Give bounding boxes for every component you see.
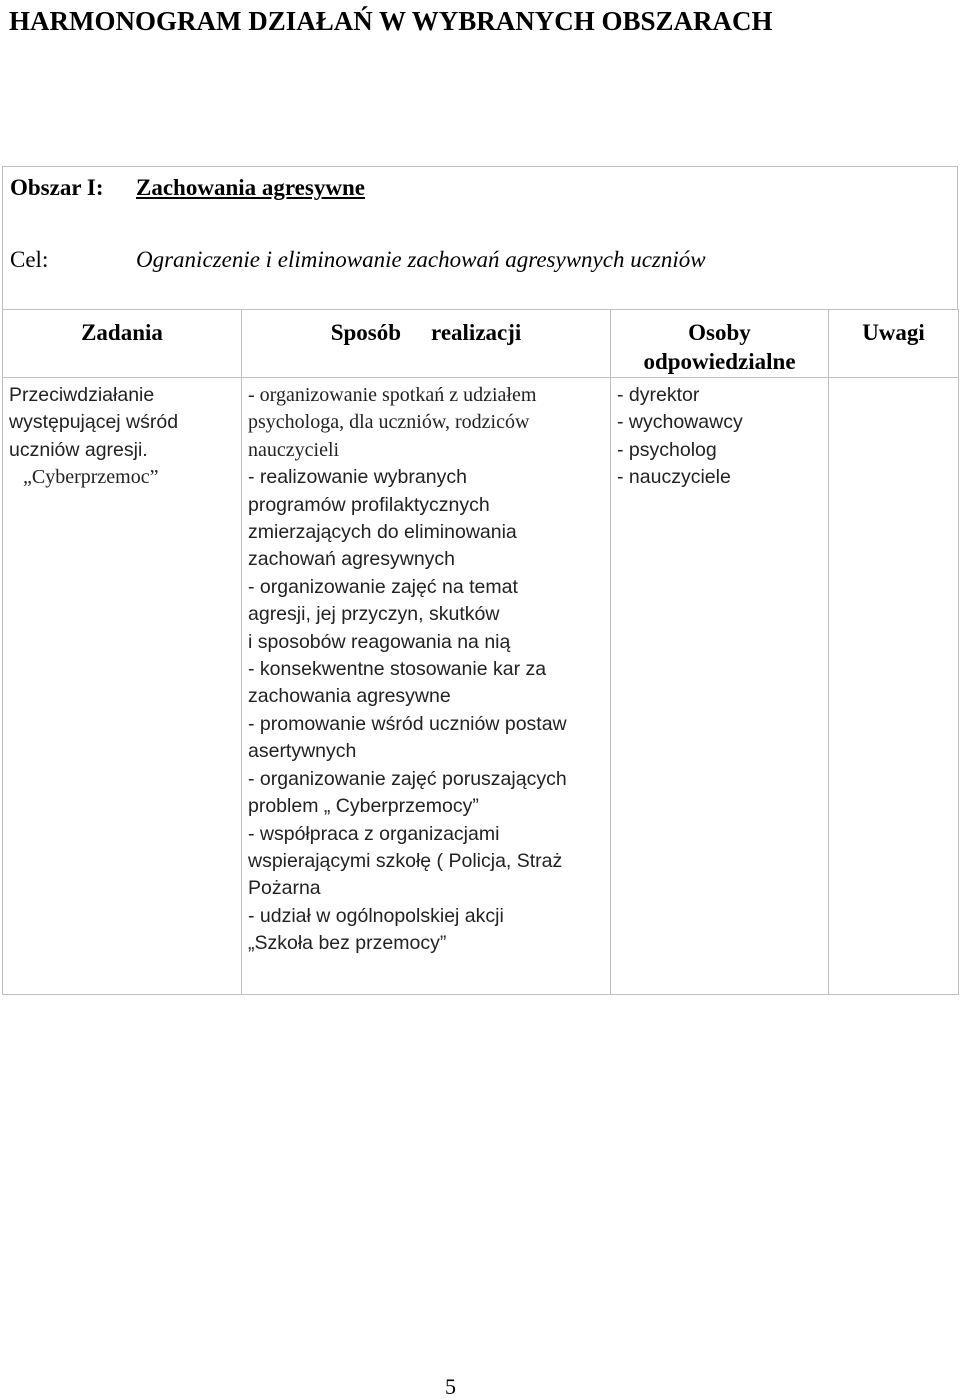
notes-text bbox=[829, 378, 958, 382]
method-line: i sposobów reagowania na nią bbox=[248, 630, 511, 653]
method-line: - konsekwentne stosowanie kar za bbox=[248, 658, 547, 681]
method-line: - organizowanie spotkań z udziałem bbox=[248, 384, 537, 406]
responsible-line: - nauczyciele bbox=[617, 466, 731, 489]
goal-label: Cel: bbox=[10, 247, 49, 272]
task-line: Przeciwdziałanie bbox=[9, 384, 155, 406]
responsible-line: - dyrektor bbox=[617, 384, 700, 406]
table-row bbox=[3, 378, 959, 995]
method-line: nauczycieli bbox=[248, 438, 340, 461]
method-line: problem „ Cyberprzemocy” bbox=[248, 795, 479, 818]
header-tasks-label: Zadania bbox=[81, 320, 163, 345]
method-line: wspierającymi szkołę ( Policja, Straż bbox=[248, 849, 563, 872]
method-line: zachowania agresywne bbox=[248, 685, 451, 708]
method-line: zmierzających do eliminowania bbox=[248, 521, 517, 544]
method-line: psychologa, dla uczniów, rodziców bbox=[248, 411, 530, 434]
method-line: - organizowanie zajęć na temat bbox=[248, 575, 518, 598]
cell-responsible bbox=[611, 378, 829, 995]
goal-text: Ograniczenie i eliminowanie zachowań agresywnych uczniów bbox=[136, 247, 706, 272]
area-label: Obszar I: bbox=[10, 175, 104, 200]
header-method-word1: Sposób bbox=[330, 320, 402, 345]
method-line: programów profilaktycznych bbox=[248, 493, 490, 516]
cell-notes bbox=[829, 378, 959, 995]
page-number: 5 bbox=[445, 1374, 456, 1399]
method-line: - udział w ogólnopolskiej akcji bbox=[248, 904, 504, 927]
area-name: Zachowania agresywne bbox=[136, 175, 365, 200]
cell-method bbox=[242, 378, 611, 995]
method-line: agresji, jej przyczyn, skutków bbox=[248, 603, 500, 626]
header-tasks bbox=[3, 310, 242, 378]
header-method bbox=[242, 310, 611, 378]
header-method-word2: realizacji bbox=[431, 320, 522, 345]
header-notes-label: Uwagi bbox=[862, 320, 925, 345]
method-line: - organizowanie zajęć poruszających bbox=[248, 767, 567, 790]
task-line: występującej wśród bbox=[9, 411, 179, 434]
action-plan-table bbox=[2, 309, 959, 995]
method-line: - promowanie wśród uczniów postaw bbox=[248, 712, 567, 735]
task-line: „Cyberprzemoc” bbox=[23, 466, 159, 489]
cell-tasks bbox=[3, 378, 242, 995]
header-responsible bbox=[611, 310, 829, 378]
method-line: - realizowanie wybranych bbox=[248, 466, 467, 489]
method-line: - współpraca z organizacjami bbox=[248, 822, 500, 845]
method-line: „Szkoła bez przemocy” bbox=[248, 932, 447, 955]
responsible-line: - wychowawcy bbox=[617, 411, 743, 434]
header-responsible-line2: odpowiedzialne bbox=[643, 349, 796, 374]
document-title: HARMONOGRAM DZIAŁAŃ W WYBRANYCH OBSZARACH bbox=[9, 6, 773, 36]
header-responsible-line1: Osoby bbox=[688, 320, 751, 345]
table-header-row bbox=[3, 310, 959, 378]
header-notes bbox=[829, 310, 959, 378]
method-line: zachowań agresywnych bbox=[248, 548, 456, 571]
responsible-line: - psycholog bbox=[617, 438, 717, 461]
method-line: Pożarna bbox=[248, 877, 321, 900]
method-line: asertywnych bbox=[248, 740, 357, 763]
task-line: uczniów agresji. bbox=[9, 438, 148, 461]
